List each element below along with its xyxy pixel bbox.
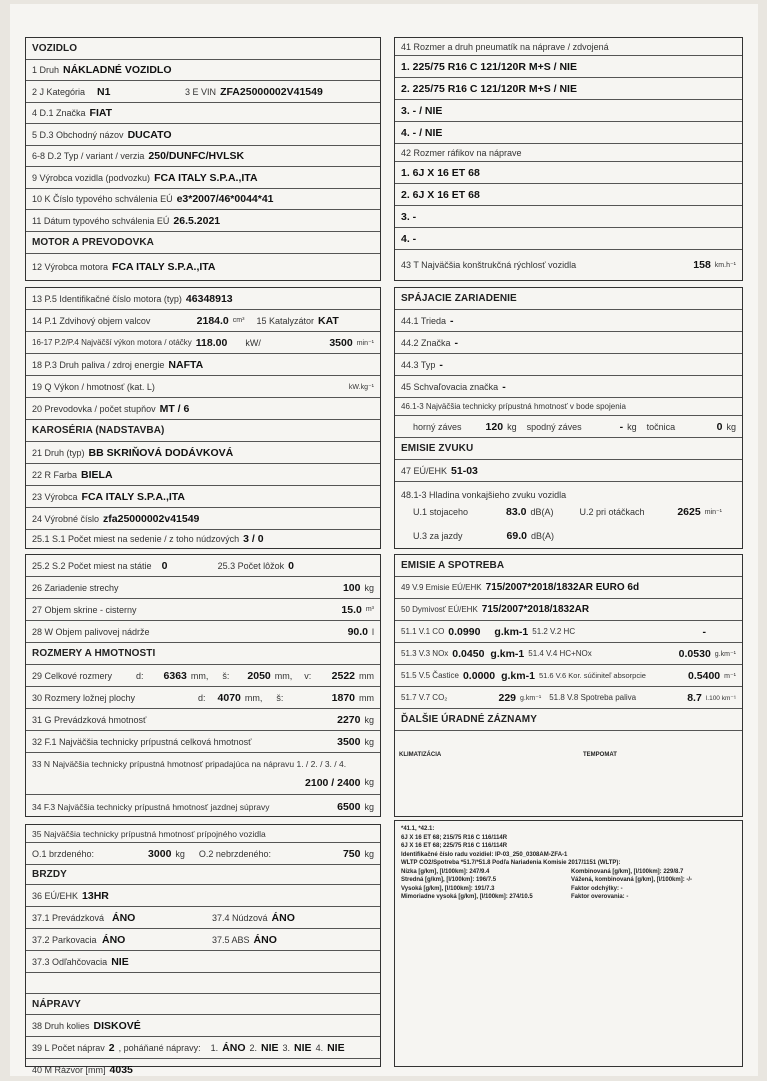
row-6: 6-8 D.2 Typ / variant / verzia 250/DUNFC/HVLSK xyxy=(26,146,380,167)
row-33: 33 N Najväčšia technicky prípustná hmotnosť pripadajúca na nápravu 1. / 2. / 3. / 4. 2100 / 2400 kg xyxy=(26,753,380,795)
section-vehicle xyxy=(25,37,381,281)
row-32: 32 F.1 Najväčšia technicky prípustná celková hmotnosť 3500 kg xyxy=(26,731,380,753)
note-2: 6J X 16 ET 68; 215/75 R16 C 116/114R xyxy=(401,834,508,841)
row-29: 29 Celkové rozmery d: 6363 mm, š: 2050 mm, v: 2522 mm xyxy=(26,665,380,687)
row-9: 9 Výrobca vozidla (podvozku) FCA ITALY S.P.A.,ITA xyxy=(26,167,380,189)
row-2-3: 2 J Kategória N1 3 E VIN ZFA25000002V41549 xyxy=(26,81,380,103)
row-23: 23 Výrobca FCA ITALY S.P.A.,ITA xyxy=(26,486,380,508)
tyre-3: 3. - / NIE xyxy=(395,100,742,122)
row-51-3: 51.3 V.3 NOx 0.0450 g.km-1 51.4 V.4 HC+NOx 0.0530 g.km⁻¹ xyxy=(395,643,742,665)
heading-karoseria: KAROSÉRIA (NADSTAVBA) xyxy=(26,420,380,442)
row-12: 12 Výrobca motora FCA ITALY S.P.A.,ITA xyxy=(32,261,216,273)
klimatizacia-label: KLIMATIZÁCIA xyxy=(399,752,442,758)
heading-emisie-zvuku: EMISIE ZVUKU xyxy=(395,438,742,460)
heading-emisie-spotreba: EMISIE A SPOTREBA xyxy=(395,555,742,577)
registration-certificate xyxy=(10,4,758,1076)
row-34: 34 F.3 Najväčšia technicky prípustná hmotnosť jazdnej súpravy 6500 kg xyxy=(32,800,374,813)
heading-rozmery: ROZMERY A HMOTNOSTI xyxy=(26,643,380,665)
row-26: 26 Zariadenie strechy 100 kg xyxy=(26,577,380,599)
heading-spajacie: SPÁJACIE ZARIADENIE xyxy=(395,288,742,310)
row-21: 21 Druh (typ) BB SKRIŇOVÁ DODÁVKOVÁ xyxy=(26,442,380,464)
row-18: 18 P.3 Druh paliva / zdroj energie NAFTA xyxy=(26,354,380,376)
row-49: 49 V.9 Emisie EÚ/EHK 715/2007*2018/1832AR EURO 6d xyxy=(395,577,742,599)
tempomat-label: TEMPOMAT xyxy=(583,752,617,758)
row-28: 28 W Objem palivovej nádrže 90.0 l xyxy=(26,621,380,643)
row-10: 10 K Číslo typového schválenia EÚ e3*2007/46*0044*41 xyxy=(26,189,380,210)
row-38: 38 Druh kolies DISKOVÉ xyxy=(26,1015,380,1037)
row-41: 41 Rozmer a druh pneumatík na nápravе / zdvojená xyxy=(395,38,742,56)
row-44-1: 44.1 Trieda - xyxy=(395,310,742,332)
row-5: 5 D.3 Obchodný názov DUCATO xyxy=(26,124,380,146)
note-7: Stredná [g/km], [l/100km]: 196/7.5 Vážená, kombinovaná [g/km], [l/100km]: -/- xyxy=(401,877,693,883)
row-35: 35 Najväčšia technicky prípustná hmotnosť prípojného vozidla xyxy=(26,825,380,843)
row-37-1: 37.1 Prevádzková ÁNO 37.4 Núdzová ÁNO xyxy=(26,907,380,929)
section-tyres xyxy=(394,37,743,281)
spacer xyxy=(26,973,380,993)
heading-dalsie: ĎALŠIE ÚRADNÉ ZÁZNAMY xyxy=(395,709,742,731)
row-44-3: 44.3 Typ - xyxy=(395,354,742,376)
row-16: 16-17 P.2/P.4 Najväčší výkon motora / otáčky 118.00 kW/ 3500 min⁻¹ xyxy=(26,332,380,354)
note-3: 6J X 16 ET 68; 225/75 R16 C 116/114R xyxy=(401,843,508,849)
note-5: WLTP CO2/Spotreba *51.7/*51.8 Podľa Nariadenia Komisie 2017/1151 (WLTP): xyxy=(401,860,621,866)
row-25: 25.1 S.1 Počet miest na sedenie / z toho núdzových 3 / 0 xyxy=(32,533,264,545)
row-u3: U.3 za jazdy 69.0 dB(A) xyxy=(413,530,554,542)
row-31: 31 G Prevádzková hmotnosť 2270 kg xyxy=(26,709,380,731)
note-9: Mimoriadne vysoká [g/km], [l/100km]: 274/10.5 Faktor overovania: - xyxy=(401,894,629,900)
note-6: Nízka [g/km], [l/100km]: 247/9.4 Kombinovaná [g/km], [l/100km]: 229/8.7 xyxy=(401,868,684,875)
heading-brzdy: BRZDY xyxy=(26,865,380,885)
section-notes xyxy=(394,820,743,1067)
row-25-2: 25.2 S.2 Počet miest na státie 0 25.3 Počet lôžok 0 xyxy=(26,555,380,577)
note-4: Identifikačné číslo radu vozidiel: IP-03_250_0308AM-ZFA-1 xyxy=(401,851,568,858)
wheel-2: 2. 6J X 16 ET 68 xyxy=(395,184,742,206)
tyre-1: 1. 225/75 R16 C 121/120R M+S / NIE xyxy=(395,56,742,78)
row-40: 40 M Rázvor [mm] 4035 xyxy=(32,1064,133,1076)
row-1: 1 Druh NÁKLADNÉ VOZIDLO xyxy=(26,60,380,81)
row-o: O.1 brzdeného: 3000 kg O.2 nebrzdeného: 750 kg xyxy=(26,843,380,865)
row-50: 50 Dymivosť EÚ/EHK 715/2007*2018/1832AR xyxy=(395,599,742,621)
row-44-2: 44.2 Značka - xyxy=(395,332,742,354)
row-47: 47 EÚ/EHK 51-03 xyxy=(395,460,742,482)
row-45: 45 Schvaľovacia značka - xyxy=(395,376,742,398)
row-19: 19 Q Výkon / hmotnosť (kat. L) kW.kg⁻¹ xyxy=(26,376,380,398)
row-51-7: 51.7 V.7 CO₂ 229 g.km⁻¹ 51.8 V.8 Spotreba paliva 8.7 l.100 km⁻¹ xyxy=(395,687,742,709)
wheel-4: 4. - xyxy=(395,228,742,250)
row-37-2: 37.2 Parkovacia ÁNO 37.5 ABS ÁNO xyxy=(26,929,380,951)
row-46: 46.1-3 Najväčšia technicky prípustná hmotnosť v bode spojenia xyxy=(395,398,742,416)
section-emissions xyxy=(394,554,743,817)
records-area xyxy=(395,731,742,816)
row-11: 11 Dátum typového schválenia EÚ 26.5.2021 xyxy=(26,210,380,232)
section-coupling-noise xyxy=(394,287,743,549)
tyre-4: 4. - / NIE xyxy=(395,122,742,144)
wheel-3: 3. - xyxy=(395,206,742,228)
row-48: 48.1-3 Hladina vonkajšieho zvuku vozidla U.1 stojaceho 83.0 dB(A) U.2 pri otáčkach 2625 min⁻¹ xyxy=(401,490,722,518)
row-39: 39 L Počet náprav 2 , poháňané nápravy: 1. ÁNO 2. NIE 3. NIE 4. NIE xyxy=(26,1037,380,1059)
row-46-values: horný záves 120 kg spodný záves - kg točnica 0 kg xyxy=(395,416,742,438)
row-24: 24 Výrobné číslo zfa25000002v41549 xyxy=(26,508,380,530)
section-dimensions xyxy=(25,554,381,817)
row-13: 13 P.5 Identifikačné číslo motora (typ) 46348913 xyxy=(26,288,380,310)
note-8: Vysoká [g/km], [l/100km]: 191/7.3 Faktor odchýlky: - xyxy=(401,885,623,892)
wheel-1: 1. 6J X 16 ET 68 xyxy=(395,162,742,184)
row-36: 36 EÚ/EHK 13HR xyxy=(26,885,380,907)
section-brakes-axles xyxy=(25,824,381,1076)
row-30: 30 Rozmery ložnej plochy d: 4070 mm, š: 1870 mm xyxy=(26,687,380,709)
row-51-5: 51.5 V.5 Častice 0.0000 g.km-1 51.6 V.6 Kor. súčiniteľ absorpcie 0.5400 m⁻¹ xyxy=(395,665,742,687)
heading-napravy: NÁPRAVY xyxy=(26,993,380,1015)
row-4: 4 D.1 Značka FIAT xyxy=(26,103,380,124)
note-1: *41.1, *42.1: xyxy=(401,826,435,832)
section-engine-body xyxy=(25,287,381,549)
row-22: 22 R Farba BIELA xyxy=(26,464,380,486)
row-51-1: 51.1 V.1 CO 0.0990 g.km-1 51.2 V.2 HC - xyxy=(395,621,742,643)
row-27: 27 Objem skrine - cisterny 15.0 m³ xyxy=(26,599,380,621)
row-37-3: 37.3 Odľahčovacia NIE xyxy=(26,951,380,973)
heading-motor: MOTOR A PREVODOVKA xyxy=(26,232,380,254)
row-20: 20 Prevodovka / počet stupňov MT / 6 xyxy=(26,398,380,420)
heading-vozidlo: VOZIDLO xyxy=(26,38,380,60)
row-14: 14 P.1 Zdvihový objem valcov 2184.0 cm³ 15 Katalyzátor KAT xyxy=(26,310,380,332)
row-43: 43 T Najväčšia konštrukčná rýchlosť vozidla 158 km.h⁻¹ xyxy=(401,259,736,271)
tyre-2: 2. 225/75 R16 C 121/120R M+S / NIE xyxy=(395,78,742,100)
row-42: 42 Rozmer ráfikov na nápravе xyxy=(395,144,742,162)
